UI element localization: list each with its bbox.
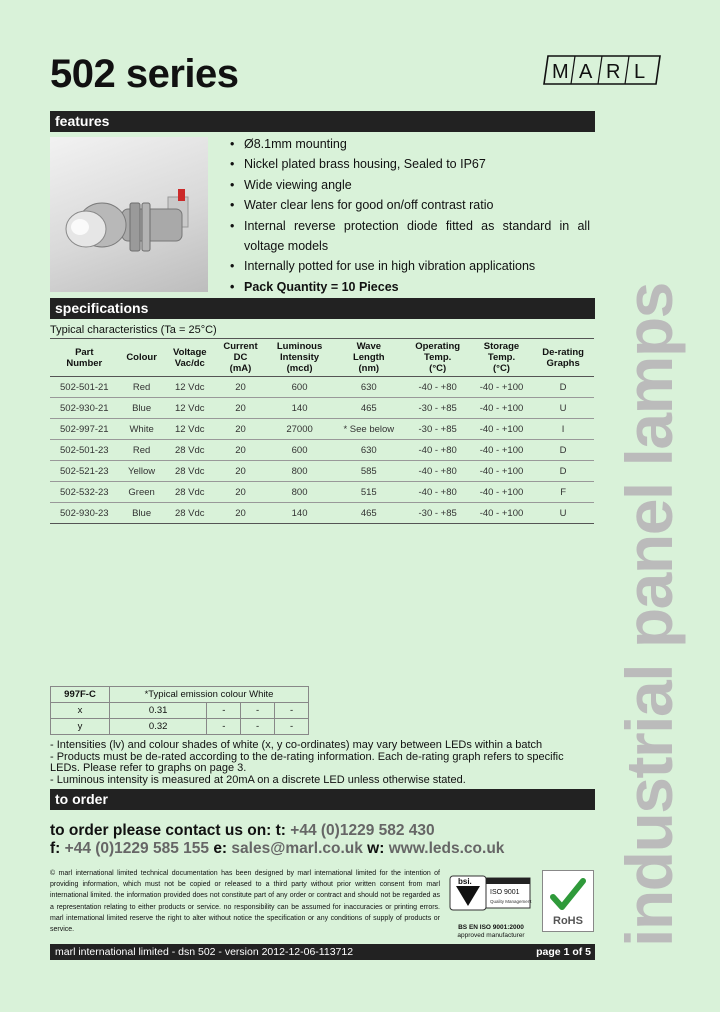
spec-cell: D (532, 440, 594, 461)
contact-line-2 (50, 840, 504, 858)
spec-cell: I (532, 419, 594, 440)
disclaimer: © marl international limited technical documentation has been designed by marl international limited for the intention of providing information, which must not be copied or released to a third party without prior written consent from marl international limited. the information provided does not constitute part of any order or contract and should not be regarded as a representation relating to either products or service. no responsibility can be assumed for inaccuracies or printing errors. marl international limited reserve the right to alter without notice the specification or any conditions of supply of products or service. (50, 870, 440, 934)
specifications-header: specifications (50, 298, 595, 319)
side-title: industrial panel lamps (612, 283, 686, 947)
spec-cell: -30 - +85 (405, 503, 471, 524)
spec-cell: 140 (266, 503, 333, 524)
spec-column-header: Colour (119, 339, 165, 377)
contact-label: to order please contact us on: t: (50, 822, 286, 839)
bsi-caption (446, 924, 536, 939)
spec-cell: 465 (333, 503, 405, 524)
feature-item: • Wide viewing angle (230, 175, 590, 195)
spec-cell: D (532, 461, 594, 482)
spec-row (50, 482, 594, 503)
web-label: w: (367, 840, 385, 857)
spec-cell: * See below (333, 419, 405, 440)
spec-cell: 502-930-23 (50, 503, 119, 524)
white-table-cell: y (51, 719, 110, 735)
page-title: 502 series (50, 52, 239, 96)
white-table-cell: - (275, 703, 309, 719)
white-table-row (51, 703, 309, 719)
email-label: e: (213, 840, 228, 857)
spec-cell: 515 (333, 482, 405, 503)
footer (50, 944, 595, 960)
phone-number[interactable]: +44 (0)1229 582 430 (290, 822, 435, 839)
white-table-cell: - (241, 719, 275, 735)
spec-row (50, 398, 594, 419)
footer-document-info: marl international limited - dsn 502 - version 2012-12-06-113712 (55, 946, 354, 958)
features-header: features (50, 111, 595, 132)
spec-cell: 465 (333, 398, 405, 419)
spec-cell: -40 - +100 (471, 482, 533, 503)
white-table-cell: 0.31 (110, 703, 207, 719)
svg-text:ISO 9001: ISO 9001 (490, 889, 520, 896)
spec-cell: 800 (266, 482, 333, 503)
note: - Products must be de-rated according to the de-rating information. Each de-rating graph refers to specific LEDs. Please refer to graphs on page 3. (50, 750, 564, 774)
marl-logo (542, 54, 662, 86)
typical-caption: Typical characteristics (Ta = 25°C) (50, 324, 217, 336)
spec-cell: 140 (266, 398, 333, 419)
spec-column-header: Operating Temp. (°C) (405, 339, 471, 377)
spec-cell: Yellow (119, 461, 165, 482)
white-table-cell: x (51, 703, 110, 719)
rohs-logo (542, 870, 594, 932)
white-table-cell: - (207, 719, 241, 735)
spec-row (50, 461, 594, 482)
spec-cell: -40 - +80 (405, 440, 471, 461)
spec-cell: 27000 (266, 419, 333, 440)
spec-column-header: Part Number (50, 339, 119, 377)
svg-text:Quality Management: Quality Management (490, 899, 532, 904)
feature-item: • Internally potted for use in high vibration applications (230, 256, 590, 276)
spec-cell: 502-997-21 (50, 419, 119, 440)
note: - Luminous intensity is measured at 20mA on a discrete LED unless otherwise stated. (50, 773, 466, 786)
white-table-cell: 0.32 (110, 719, 207, 735)
spec-cell: 28 Vdc (165, 461, 215, 482)
spec-cell: 585 (333, 461, 405, 482)
spec-cell: 20 (215, 419, 266, 440)
features-list (230, 134, 590, 297)
spec-cell: -40 - +100 (471, 398, 533, 419)
spec-cell: 12 Vdc (165, 419, 215, 440)
note: - Intensities (lv) and colour shades of white (x, y co-ordinates) may vary between LEDs within a batch (50, 739, 543, 751)
white-table-part: 997F-C (51, 687, 110, 703)
spec-column-header: Wave Length (nm) (333, 339, 405, 377)
spec-cell: 502-521-23 (50, 461, 119, 482)
spec-table (50, 338, 594, 524)
logo-letter: M (552, 61, 569, 83)
spec-cell: Red (119, 377, 165, 398)
web-link[interactable]: www.leds.co.uk (388, 840, 505, 857)
spec-cell: 630 (333, 440, 405, 461)
spec-cell: U (532, 503, 594, 524)
spec-column-header: Luminous Intensity (mcd) (266, 339, 333, 377)
feature-item: • Nickel plated brass housing, Sealed to IP67 (230, 154, 590, 174)
spec-cell: 20 (215, 440, 266, 461)
spec-cell: 12 Vdc (165, 398, 215, 419)
spec-cell: -30 - +85 (405, 419, 471, 440)
feature-item: • Pack Quantity = 10 Pieces (230, 277, 590, 297)
white-table-title: *Typical emission colour White (110, 687, 309, 703)
feature-item: • Water clear lens for good on/off contrast ratio (230, 195, 590, 215)
feature-item: • Ø8.1mm mounting (230, 134, 590, 154)
spec-cell: 502-532-23 (50, 482, 119, 503)
spec-cell: 28 Vdc (165, 503, 215, 524)
spec-cell: -40 - +80 (405, 482, 471, 503)
white-table-cell: - (207, 703, 241, 719)
spec-cell: 20 (215, 482, 266, 503)
white-emission-table (50, 686, 309, 735)
spec-row (50, 419, 594, 440)
white-table-row (51, 719, 309, 735)
email-link[interactable]: sales@marl.co.uk (231, 840, 363, 857)
product-photo (50, 137, 208, 292)
notes (50, 740, 595, 786)
spec-cell: 12 Vdc (165, 377, 215, 398)
spec-cell: -40 - +100 (471, 419, 533, 440)
spec-cell: -40 - +80 (405, 377, 471, 398)
spec-row (50, 377, 594, 398)
page-number: page 1 of 5 (536, 946, 591, 958)
white-table-cell: - (275, 719, 309, 735)
svg-text:bsi.: bsi. (458, 877, 472, 886)
spec-column-header: De-rating Graphs (532, 339, 594, 377)
spec-column-header: Current DC (mA) (215, 339, 266, 377)
spec-cell: 600 (266, 377, 333, 398)
spec-cell: 600 (266, 440, 333, 461)
spec-cell: Green (119, 482, 165, 503)
fax-label: f: (50, 840, 61, 857)
white-table-cell: - (241, 703, 275, 719)
bsi-caption-approved: approved manufacturer (457, 931, 525, 939)
spec-row (50, 440, 594, 461)
logo-letter: R (606, 61, 621, 83)
spec-cell: 28 Vdc (165, 482, 215, 503)
spec-cell: Blue (119, 503, 165, 524)
spec-cell: 20 (215, 398, 266, 419)
logo-letter: A (579, 61, 593, 83)
spec-column-header: Voltage Vac/dc (165, 339, 215, 377)
to-order-header: to order (50, 789, 595, 810)
spec-cell: 20 (215, 503, 266, 524)
contact-line-1 (50, 822, 435, 840)
spec-cell: F (532, 482, 594, 503)
spec-column-header: Storage Temp. (°C) (471, 339, 533, 377)
spec-cell: -30 - +85 (405, 398, 471, 419)
spec-cell: 502-501-23 (50, 440, 119, 461)
spec-cell: 630 (333, 377, 405, 398)
spec-cell: 20 (215, 377, 266, 398)
spec-row (50, 503, 594, 524)
spec-cell: White (119, 419, 165, 440)
spec-cell: D (532, 377, 594, 398)
spec-cell: -40 - +100 (471, 461, 533, 482)
spec-cell: U (532, 398, 594, 419)
feature-item: • Internal reverse protection diode fitted as standard in all voltage models (230, 216, 590, 257)
spec-cell: Red (119, 440, 165, 461)
svg-text:RoHS: RoHS (553, 915, 583, 927)
spec-cell: 502-501-21 (50, 377, 119, 398)
fax-number[interactable]: +44 (0)1229 585 155 (64, 840, 209, 857)
spec-cell: -40 - +100 (471, 503, 533, 524)
logo-letter: L (634, 61, 646, 83)
spec-cell: -40 - +80 (405, 461, 471, 482)
spec-cell: 502-930-21 (50, 398, 119, 419)
spec-cell: -40 - +100 (471, 377, 533, 398)
bsi-caption-standard: BS EN ISO 9001:2000 (458, 924, 524, 931)
spec-cell: 20 (215, 461, 266, 482)
spec-cell: Blue (119, 398, 165, 419)
spec-cell: 28 Vdc (165, 440, 215, 461)
spec-cell: 800 (266, 461, 333, 482)
spec-cell: -40 - +100 (471, 440, 533, 461)
